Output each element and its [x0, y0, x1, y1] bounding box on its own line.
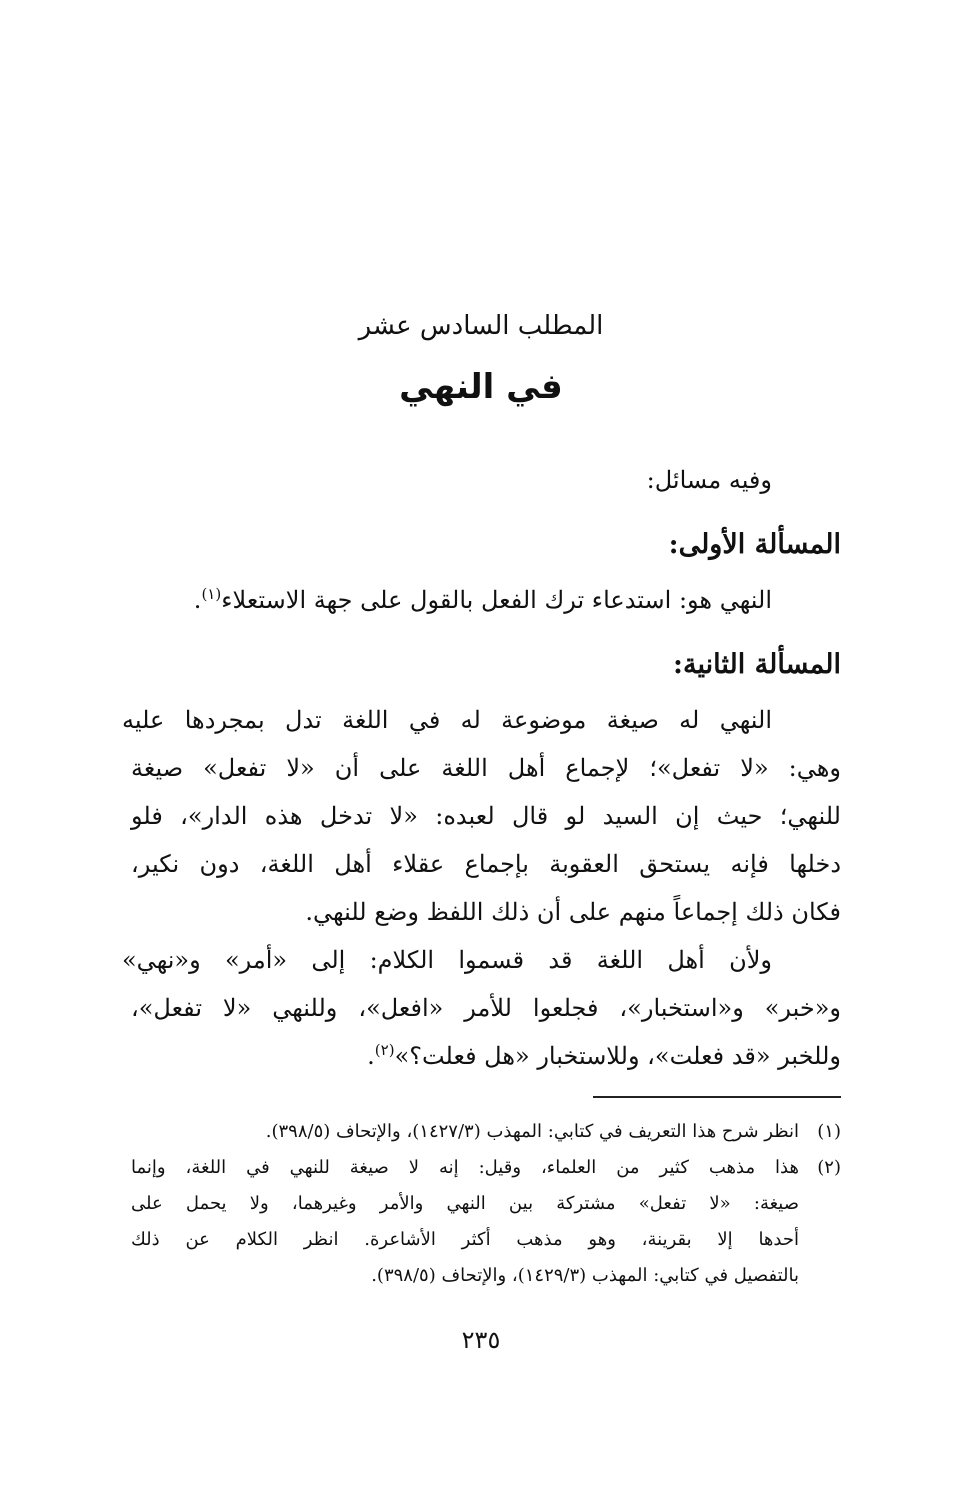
- footnote-line: أحدها إلا بقرينة، وهو مذهب أكثر الأشاعرة. انظر الكلام عن ذلك: [131, 1229, 799, 1250]
- page-number: ٢٣٥: [461, 1326, 501, 1354]
- footnote-line: بالتفصيل في كتابي: المهذب (١٤٢٩/٣)، والإتحاف (٣٩٨/٥).: [371, 1265, 799, 1286]
- paragraph-line: و«خبر» و«استخبار»، فجلعوا للأمر «افعل»، وللنهي «لا تفعل»،: [131, 994, 841, 1022]
- intro-text: وفيه مسائل:: [646, 466, 772, 494]
- sentence-end: .: [193, 586, 202, 614]
- paragraph-line: ولأن أهل اللغة قد قسموا الكلام: إلى «أمر» و«نهي»: [122, 946, 772, 974]
- issue-one-definition: [194, 580, 772, 620]
- footnote-number: (٢): [817, 1157, 841, 1178]
- chapter-title: في النهي: [399, 367, 563, 407]
- paragraph-line: دخلها فإنه يستحق العقوبة بإجماع عقلاء أهل اللغة، دون نكير،: [131, 850, 841, 878]
- paragraph-line-text: وللخبر «قد فعلت»، وللاستخبار «هل فعلت؟»: [394, 1042, 841, 1070]
- issue-two-heading: المسألة الثانية:: [673, 649, 841, 680]
- paragraph-line: للنهي؛ حيث إن السيد لو قال لعبده: «لا تدخل هذه الدار»، فلو: [131, 802, 841, 830]
- paragraph-line: وهي: «لا تفعل»؛ لإجماع أهل اللغة على أن «لا تفعل» صيغة: [131, 754, 841, 782]
- footnote-divider: [593, 1096, 841, 1098]
- issue-one-heading: المسألة الأولى:: [668, 529, 841, 560]
- footnote-line: صيغة: «لا تفعل» مشتركة بين النهي والأمر وغيرهما، ولا يحمل على: [131, 1193, 799, 1214]
- definition-text: النهي هو: استدعاء ترك الفعل بالقول على جهة الاستعلاء: [221, 586, 772, 614]
- footnote-line: هذا مذهب كثير من العلماء، وقيل: إنه لا صيغة للنهي في اللغة، وإنما: [131, 1157, 799, 1178]
- section-label: المطلب السادس عشر: [358, 311, 604, 341]
- footnote-line: انظر شرح هذا التعريف في كتابي: المهذب (١٤٢٧/٣)، والإتحاف (٣٩٨/٥).: [265, 1121, 799, 1142]
- footnote-ref-1[interactable]: (١): [201, 585, 222, 603]
- paragraph-line: النهي له صيغة موضوعة له في اللغة تدل بمجردها عليه: [122, 706, 772, 734]
- footnote-number: (١): [817, 1121, 841, 1142]
- footnote-ref-2[interactable]: (٢): [374, 1041, 395, 1059]
- sentence-end: .: [367, 1042, 375, 1070]
- paragraph-line: [131, 1036, 841, 1076]
- paragraph-line: فكان ذلك إجماعاً منهم على أن ذلك اللفظ وضع للنهي.: [305, 898, 841, 926]
